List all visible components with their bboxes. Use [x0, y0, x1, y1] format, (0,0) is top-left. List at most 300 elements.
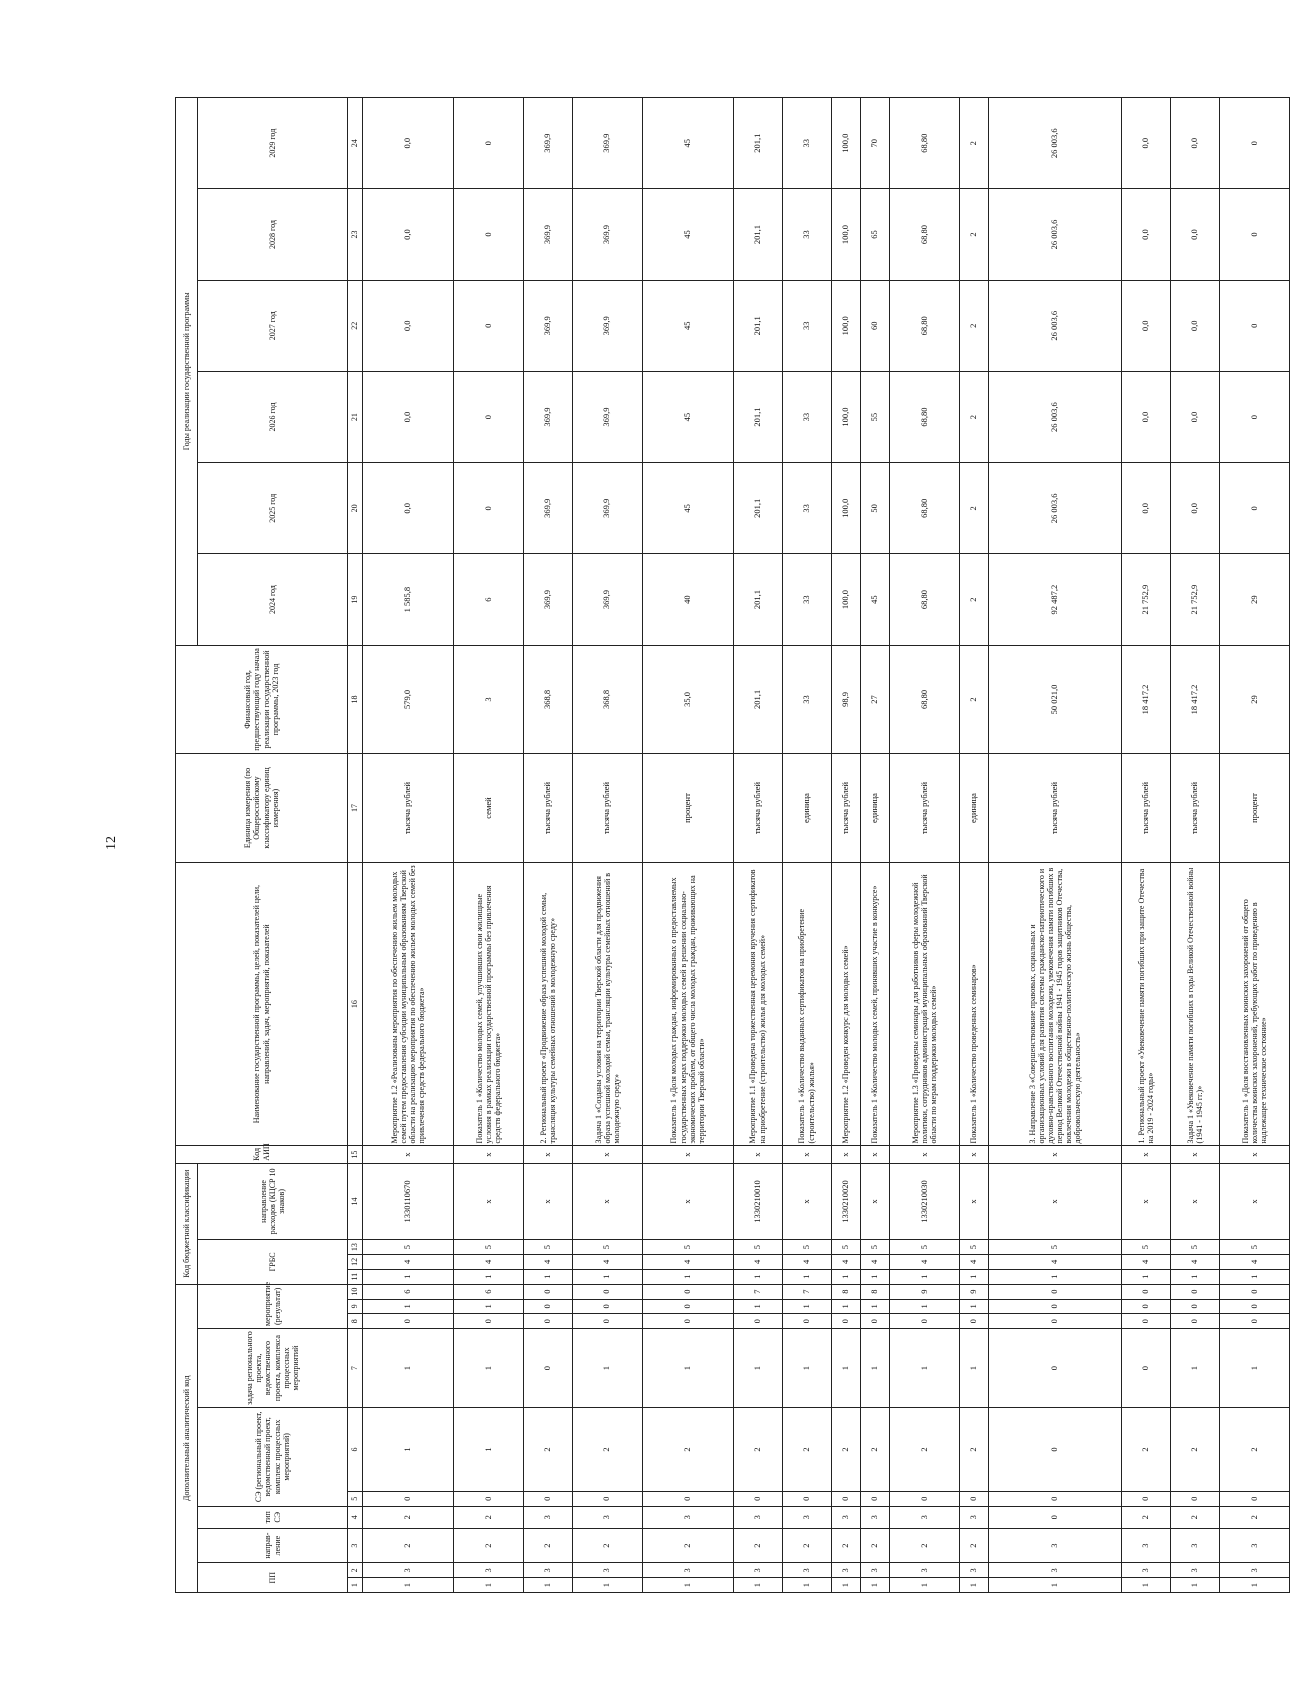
code-cell: 4 [782, 1255, 831, 1270]
value-cell: 0,0 [1122, 280, 1171, 371]
code-cell: 3 [889, 1563, 959, 1578]
column-number: 24 [348, 98, 363, 189]
value-cell: 0,0 [1171, 98, 1220, 189]
header-year-2027: 2027 год [198, 280, 348, 371]
name-cell: 1. Региональный проект «Увековечение памяти погибших при защите Отечества на 2019 - 2024 годы» [1122, 862, 1171, 1146]
code-cell: х [733, 1146, 782, 1163]
code-cell: 9 [959, 1284, 988, 1299]
code-cell: 4 [523, 1255, 572, 1270]
code-cell: х [989, 1146, 1122, 1163]
code-cell: 0 [642, 1491, 733, 1506]
code-cell: 1 [860, 1329, 889, 1408]
value-cell: 0 [453, 280, 523, 371]
value-cell: 369,9 [572, 189, 642, 280]
column-number: 15 [348, 1146, 363, 1163]
table-row [1122, 98, 1171, 1593]
name-cell: Мероприятие 1.2 «Реализованы мероприятия по обеспечению жильем молодых семей путем предоставления субсидии муниципальным образованиям Тверской области на реализацию мероприятия по обеспечению жильем молодых семей без привлечения средств федерального бюджета» [363, 862, 454, 1146]
value-cell: 0 [1219, 98, 1289, 189]
value-cell: 26 003,6 [989, 371, 1122, 462]
table-rotator [175, 97, 1290, 1593]
value-cell: 40 [642, 554, 733, 645]
code-cell: 1 [1219, 1269, 1289, 1284]
code-cell: 3 [572, 1563, 642, 1578]
column-number: 2 [348, 1563, 363, 1578]
code-cell: х [1122, 1146, 1171, 1163]
code-cell: 0 [1122, 1491, 1171, 1506]
code-cell: 5 [831, 1240, 860, 1255]
code-cell: 3 [1122, 1528, 1171, 1563]
code-cell: 0 [831, 1314, 860, 1329]
code-cell: 2 [959, 1408, 988, 1492]
code-cell: 5 [1171, 1240, 1220, 1255]
code-cell: 0 [1219, 1491, 1289, 1506]
code-cell: 0 [363, 1491, 454, 1506]
code-cell: 3 [1219, 1528, 1289, 1563]
code-cell: 0 [989, 1329, 1122, 1408]
name-cell: Показатель 1 «Доля молодых граждан, информированных о предоставляемых государственных мерах поддержки молодых семей в решении социально-экономических проблем, от общего числа молодых граждан, проживающих на территории Тверской области» [642, 862, 733, 1146]
column-number: 14 [348, 1163, 363, 1240]
code-cell: 2 [523, 1408, 572, 1492]
code-cell: 3 [572, 1506, 642, 1528]
value-cell: 579,0 [363, 645, 454, 754]
name-cell: Мероприятие 1.2 «Проведен конкурс для молодых семей» [831, 862, 860, 1146]
code-cell: 0 [989, 1408, 1122, 1492]
code-cell: 3 [642, 1506, 733, 1528]
column-number: 18 [348, 645, 363, 754]
column-number: 11 [348, 1269, 363, 1284]
code-cell: 4 [1171, 1255, 1220, 1270]
value-cell: 45 [642, 280, 733, 371]
name-cell: Мероприятие 1.3 «Проведены семинары для работников сферы молодежной политики, сотрудников администраций муниципальных образований Тверской области по мерам поддержки молодых семей» [889, 862, 959, 1146]
table-row [363, 98, 454, 1593]
header-years-group: Годы реализации государственной программы [176, 98, 198, 646]
code-cell: 1330110670 [363, 1163, 454, 1240]
column-number: 22 [348, 280, 363, 371]
code-cell: 2 [1219, 1506, 1289, 1528]
header-name: Наименование государственной программы, целей, показателей цели, направлений, задач, мероприятий, показателей [176, 862, 348, 1146]
rotated-table-area [175, 97, 1290, 1593]
value-cell: 18 417,2 [1171, 645, 1220, 754]
column-number: 20 [348, 463, 363, 554]
value-cell: 68,80 [889, 645, 959, 754]
table-row [733, 98, 782, 1593]
code-cell: 0 [1171, 1284, 1220, 1299]
code-cell: 4 [1219, 1255, 1289, 1270]
code-cell: х [860, 1163, 889, 1240]
column-number: 21 [348, 371, 363, 462]
code-cell: 4 [733, 1255, 782, 1270]
name-cell: Мероприятие 1.1 «Проведена торжественная церемония вручения сертификатов на приобретение (строительство) жилья для молодых семей» [733, 862, 782, 1146]
value-cell: 68,80 [889, 463, 959, 554]
code-cell: 0 [989, 1299, 1122, 1314]
value-cell: 26 003,6 [989, 98, 1122, 189]
name-cell: Показатель 1 «Количество молодых семей, улучшивших свои жилищные условия в рамках реализации государственной программы без привлечения средств федерального бюджета» [453, 862, 523, 1146]
column-number-row [348, 98, 363, 1593]
table-row [860, 98, 889, 1593]
value-cell: 0,0 [1171, 463, 1220, 554]
code-cell: 1 [782, 1329, 831, 1408]
column-number: 1 [348, 1578, 363, 1593]
value-cell: 369,9 [523, 554, 572, 645]
value-cell: 0 [1219, 189, 1289, 280]
code-cell: х [1122, 1163, 1171, 1240]
code-cell: 2 [572, 1408, 642, 1492]
value-cell: 369,9 [523, 280, 572, 371]
value-cell: 0 [1219, 463, 1289, 554]
value-cell: 21 752,9 [1122, 554, 1171, 645]
code-cell: 2 [831, 1528, 860, 1563]
value-cell: 369,9 [523, 98, 572, 189]
code-cell: х [782, 1163, 831, 1240]
column-number: 5 [348, 1491, 363, 1506]
code-cell: 4 [959, 1255, 988, 1270]
code-cell: 2 [523, 1528, 572, 1563]
code-cell: 0 [959, 1491, 988, 1506]
code-cell: 0 [860, 1491, 889, 1506]
value-cell: 68,80 [889, 371, 959, 462]
unit-cell: единица [782, 754, 831, 863]
code-cell: 1330210030 [889, 1163, 959, 1240]
code-cell: х [572, 1146, 642, 1163]
code-cell: 1 [1122, 1578, 1171, 1593]
value-cell: 2 [959, 645, 988, 754]
code-cell: 2 [782, 1408, 831, 1492]
value-cell: 98,9 [831, 645, 860, 754]
code-cell: 2 [642, 1408, 733, 1492]
code-cell: 0 [572, 1299, 642, 1314]
value-cell: 45 [642, 371, 733, 462]
code-cell: 0 [572, 1314, 642, 1329]
value-cell: 33 [782, 189, 831, 280]
code-cell: 0 [572, 1284, 642, 1299]
column-number: 16 [348, 862, 363, 1146]
code-cell: 0 [1171, 1491, 1220, 1506]
code-cell: 1 [733, 1578, 782, 1593]
unit-cell: тысяча рублей [572, 754, 642, 863]
code-cell: х [642, 1163, 733, 1240]
value-cell: 68,80 [889, 189, 959, 280]
value-cell: 0,0 [1122, 189, 1171, 280]
code-cell: 0 [523, 1299, 572, 1314]
code-cell: 5 [642, 1240, 733, 1255]
code-cell: 3 [642, 1563, 733, 1578]
code-cell: 2 [1122, 1506, 1171, 1528]
value-cell: 45 [642, 98, 733, 189]
code-cell: 6 [363, 1284, 454, 1299]
code-cell: х [1219, 1146, 1289, 1163]
code-cell: 1 [642, 1269, 733, 1284]
header-zadacha: задача регионального проекта, ведомственного проекта, комплекса процессных мероприятий [198, 1329, 348, 1408]
value-cell: 0 [1219, 371, 1289, 462]
code-cell: 1 [642, 1578, 733, 1593]
code-cell: 0 [1171, 1314, 1220, 1329]
code-cell: 5 [523, 1240, 572, 1255]
unit-cell: тысяча рублей [989, 754, 1122, 863]
code-cell: 3 [1122, 1563, 1171, 1578]
value-cell: 0,0 [363, 98, 454, 189]
code-cell: 1 [642, 1329, 733, 1408]
table-row [959, 98, 988, 1593]
value-cell: 50 [860, 463, 889, 554]
value-cell: 26 003,6 [989, 280, 1122, 371]
code-cell: 1 [363, 1329, 454, 1408]
value-cell: 201,1 [733, 371, 782, 462]
code-cell: 0 [889, 1314, 959, 1329]
value-cell: 369,9 [523, 463, 572, 554]
value-cell: 100,0 [831, 280, 860, 371]
code-cell: 1330210010 [733, 1163, 782, 1240]
table-row [1171, 98, 1220, 1593]
code-cell: 0 [989, 1506, 1122, 1528]
value-cell: 201,1 [733, 463, 782, 554]
unit-cell: тысяча рублей [1122, 754, 1171, 863]
code-cell: 1 [782, 1578, 831, 1593]
code-cell: 5 [363, 1240, 454, 1255]
code-cell: 3 [989, 1528, 1122, 1563]
table-header [176, 98, 363, 1593]
code-cell: 2 [572, 1528, 642, 1563]
code-cell: 0 [523, 1491, 572, 1506]
header-kod-aip: Код АИП [176, 1146, 348, 1163]
code-cell: х [453, 1146, 523, 1163]
code-cell: 1 [523, 1269, 572, 1284]
code-cell: 2 [363, 1506, 454, 1528]
unit-cell: семей [453, 754, 523, 863]
code-cell: 3 [363, 1563, 454, 1578]
header-unit: Единица измерения (по Общероссийскому классификатору единиц измерения) [176, 754, 348, 863]
code-cell: 3 [831, 1506, 860, 1528]
header-napr: направ-ление [198, 1528, 348, 1563]
code-cell: 0 [1122, 1314, 1171, 1329]
code-cell: 5 [1122, 1240, 1171, 1255]
code-cell: х [831, 1146, 860, 1163]
code-cell: 5 [782, 1240, 831, 1255]
column-number: 17 [348, 754, 363, 863]
code-cell: 1 [363, 1578, 454, 1593]
code-cell: 0 [642, 1284, 733, 1299]
code-cell: 1 [989, 1578, 1122, 1593]
code-cell: 4 [889, 1255, 959, 1270]
code-cell: 1 [363, 1299, 454, 1314]
value-cell: 33 [782, 98, 831, 189]
code-cell: 3 [1171, 1528, 1220, 1563]
column-number: 12 [348, 1255, 363, 1270]
code-cell: 1 [572, 1578, 642, 1593]
name-cell: 2. Региональный проект «Продвижение образа успешной молодой семьи, трансляция культуры семейных отношений в молодежную среду» [523, 862, 572, 1146]
table-row [572, 98, 642, 1593]
value-cell: 55 [860, 371, 889, 462]
code-cell: 4 [860, 1255, 889, 1270]
value-cell: 369,9 [572, 463, 642, 554]
code-cell: 3 [733, 1563, 782, 1578]
code-cell: 1 [1171, 1269, 1220, 1284]
code-cell: 0 [989, 1491, 1122, 1506]
code-cell: 3 [453, 1563, 523, 1578]
code-cell: 2 [733, 1408, 782, 1492]
code-cell: 1 [782, 1299, 831, 1314]
value-cell: 100,0 [831, 189, 860, 280]
code-cell: 2 [889, 1528, 959, 1563]
code-cell: 3 [860, 1506, 889, 1528]
code-cell: 0 [989, 1284, 1122, 1299]
code-cell: 0 [523, 1314, 572, 1329]
value-cell: 33 [782, 554, 831, 645]
column-number: 4 [348, 1506, 363, 1528]
code-cell: 0 [572, 1491, 642, 1506]
code-cell: 0 [453, 1314, 523, 1329]
code-cell: 1 [1219, 1578, 1289, 1593]
code-cell: х [1219, 1163, 1289, 1240]
code-cell: 2 [860, 1528, 889, 1563]
value-cell: 0 [453, 98, 523, 189]
value-cell: 201,1 [733, 189, 782, 280]
value-cell: 0,0 [363, 463, 454, 554]
value-cell: 27 [860, 645, 889, 754]
code-cell: 1 [1219, 1329, 1289, 1408]
name-cell: Задача 1 «Увековечение памяти погибших в годы Великой Отечественной войны (1941 - 1945 гг.)» [1171, 862, 1220, 1146]
code-cell: 0 [733, 1314, 782, 1329]
value-cell: 2 [959, 98, 988, 189]
code-cell: 1 [733, 1329, 782, 1408]
table-row [523, 98, 572, 1593]
header-analytic-group: Дополнительный аналитический код [176, 1284, 198, 1592]
code-cell: 3 [959, 1506, 988, 1528]
value-cell: 369,9 [572, 98, 642, 189]
code-cell: 0 [959, 1314, 988, 1329]
code-cell: 3 [782, 1563, 831, 1578]
value-cell: 0,0 [1171, 189, 1220, 280]
code-cell: 2 [889, 1408, 959, 1492]
code-cell: 1 [733, 1269, 782, 1284]
code-cell: 1 [831, 1329, 860, 1408]
value-cell: 0 [453, 463, 523, 554]
code-cell: 0 [831, 1491, 860, 1506]
code-cell: 0 [782, 1491, 831, 1506]
value-cell: 201,1 [733, 554, 782, 645]
value-cell: 0 [453, 371, 523, 462]
code-cell: 1 [572, 1329, 642, 1408]
value-cell: 0 [1219, 280, 1289, 371]
code-cell: х [959, 1163, 988, 1240]
column-number: 10 [348, 1284, 363, 1299]
header-pp: ПП [198, 1563, 348, 1593]
table-row [889, 98, 959, 1593]
value-cell: 368,8 [572, 645, 642, 754]
code-cell: 5 [959, 1240, 988, 1255]
value-cell: 26 003,6 [989, 463, 1122, 554]
code-cell: х [642, 1146, 733, 1163]
value-cell: 33 [782, 463, 831, 554]
column-number: 8 [348, 1314, 363, 1329]
column-number: 13 [348, 1240, 363, 1255]
value-cell: 0,0 [1122, 463, 1171, 554]
code-cell: 1 [453, 1299, 523, 1314]
value-cell: 33 [782, 280, 831, 371]
code-cell: 5 [889, 1240, 959, 1255]
code-cell: 3 [782, 1506, 831, 1528]
value-cell: 45 [860, 554, 889, 645]
code-cell: 1 [889, 1299, 959, 1314]
unit-cell: тысяча рублей [733, 754, 782, 863]
code-cell: 9 [889, 1284, 959, 1299]
header-rashod: направление расходов (КЦСР 10 знаков) [198, 1163, 348, 1240]
code-cell: 3 [889, 1506, 959, 1528]
value-cell: 1 585,8 [363, 554, 454, 645]
code-cell: 0 [860, 1314, 889, 1329]
name-cell: Задача 1 «Созданы условия на территории Тверской области для продвижения образа успешной молодой семьи, трансляции культуры семейных отношений в молодежную среду» [572, 862, 642, 1146]
code-cell: 8 [860, 1284, 889, 1299]
code-cell: 1 [831, 1578, 860, 1593]
header-prev-year: Финансовый год, предшествующий году начала реализации государственной программы, 2023 год [176, 645, 348, 754]
value-cell: 45 [642, 189, 733, 280]
code-cell: 0 [1219, 1314, 1289, 1329]
column-number: 19 [348, 554, 363, 645]
code-cell: 1 [889, 1269, 959, 1284]
value-cell: 2 [959, 371, 988, 462]
code-cell: 1330210020 [831, 1163, 860, 1240]
code-cell: х [453, 1163, 523, 1240]
code-cell: 5 [572, 1240, 642, 1255]
code-cell: 0 [989, 1314, 1122, 1329]
value-cell: 0,0 [1122, 98, 1171, 189]
unit-cell: тысяча рублей [889, 754, 959, 863]
code-cell: 2 [453, 1528, 523, 1563]
code-cell: х [889, 1146, 959, 1163]
code-cell: 1 [831, 1299, 860, 1314]
code-cell: 0 [1171, 1299, 1220, 1314]
name-cell: Показатель 1 «Доля восстановленных воинских захоронений от общего количества воинских захоронений, требующих работ по приведению в надлежащее техническое состояние» [1219, 862, 1289, 1146]
header-grbs: ГРБС [198, 1240, 348, 1284]
code-cell: 2 [453, 1506, 523, 1528]
code-cell: 0 [363, 1314, 454, 1329]
value-cell: 369,9 [572, 554, 642, 645]
code-cell: х [1171, 1163, 1220, 1240]
value-cell: 0,0 [363, 189, 454, 280]
header-tip-se: тип СЭ [198, 1506, 348, 1528]
name-cell: 3. Направление 3 «Совершенствование правовых, социальных и организационных условий для развития системы гражданско-патриотического и духовно-нравственного воспитания молодежи, увековечения памяти погибших в период Великой Отечественной войны 1941 - 1945 годов защитников Отечества, вовлечения молодежи в общественно-политическую жизнь общества, добровольческую деятельность» [989, 862, 1122, 1146]
code-cell: х [572, 1163, 642, 1240]
code-cell: 1 [889, 1578, 959, 1593]
code-cell: 0 [1122, 1284, 1171, 1299]
header-budget-group: Код бюджетной классификации [176, 1163, 198, 1284]
code-cell: 5 [1219, 1240, 1289, 1255]
code-cell: 3 [523, 1506, 572, 1528]
value-cell: 29 [1219, 645, 1289, 754]
code-cell: 1 [782, 1269, 831, 1284]
header-year-2024: 2024 год [198, 554, 348, 645]
column-number: 7 [348, 1329, 363, 1408]
code-cell: 3 [1219, 1563, 1289, 1578]
code-cell: 7 [782, 1284, 831, 1299]
value-cell: 368,8 [523, 645, 572, 754]
code-cell: 0 [523, 1329, 572, 1408]
column-number: 3 [348, 1528, 363, 1563]
value-cell: 29 [1219, 554, 1289, 645]
code-cell: 1 [959, 1329, 988, 1408]
code-cell: 2 [860, 1408, 889, 1492]
code-cell: 5 [453, 1240, 523, 1255]
code-cell: х [363, 1146, 454, 1163]
code-cell: 4 [363, 1255, 454, 1270]
code-cell: 3 [860, 1563, 889, 1578]
value-cell: 2 [959, 189, 988, 280]
unit-cell: процент [1219, 754, 1289, 863]
code-cell: 3 [989, 1563, 1122, 1578]
table-row [989, 98, 1122, 1593]
value-cell: 68,80 [889, 98, 959, 189]
code-cell: 3 [1171, 1563, 1220, 1578]
code-cell: х [782, 1146, 831, 1163]
